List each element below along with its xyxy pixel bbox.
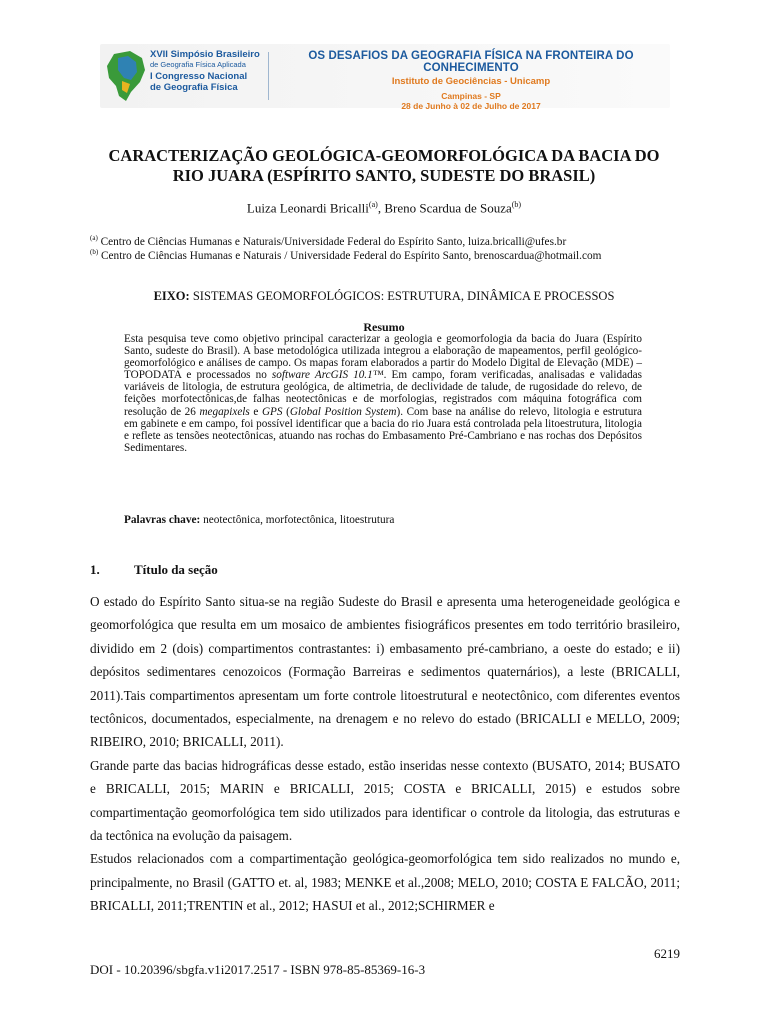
keywords (124, 514, 642, 526)
abstract-software: software ArcGIS 10.1™ (271, 369, 384, 382)
paragraph-2: Grande parte das bacias hidrográficas desse estado, estão inseridas nesse contexto (BUSATO, 2014; BUSATO e BRICALLI, 2015; MARIN e BRICALLI, 2015; COSTA e BRICALLI, 2015) e estudos sobre compartimentação geomorfológica tem sido utilizados para identificar o controle da litologia, das estruturas e da tectônica na evolução da paisagem. (90, 757, 680, 844)
doi-footer: DOI - 10.20396/sbgfa.v1i2017.2517 - ISBN 978-85-85369-16-3 (90, 962, 426, 977)
paper-title (80, 146, 688, 186)
author-2-mark: (b) (511, 200, 522, 209)
keywords-label: Palavras chave: (124, 514, 201, 526)
abstract-part-e: e (249, 405, 262, 418)
abstract-gps-expansion: Global Position System (289, 405, 397, 418)
eixo-line (80, 289, 688, 304)
event-banner (100, 44, 670, 111)
abstract-part-i: ). Com base na análise do relevo, litologia e estrutura em gabinete e em campo, foi possível identificar que a bacia do rio Juara está controlada pela litoestrutura, litologia e reflete as tensões neotectônicas, atuando nas rochas do Embasamento Pré-Cambriano e nas rochas dos Depósitos Sedimentares. (124, 405, 643, 454)
event-institute: Instituto de Geociências - Unicamp (391, 76, 551, 87)
abstract-gps: GPS (261, 405, 283, 418)
abstract-heading: Resumo (363, 320, 405, 334)
page-number: 6219 (654, 946, 680, 961)
author-1: Luiza Leonardi Bricalli (246, 200, 369, 216)
paper-title-line-2: RIO JUARA (ESPÍRITO SANTO, SUDESTE DO BRASIL) (172, 166, 596, 185)
event-theme (276, 50, 666, 111)
abstract-megapixels: megapixels (199, 405, 250, 418)
banner-divider (268, 52, 269, 100)
event-line-4: de Geografia Física (150, 82, 238, 93)
section-heading (90, 562, 218, 578)
author-separator: , (377, 200, 385, 216)
event-theme-title: OS DESAFIOS DA GEOGRAFIA FÍSICA NA FRONTEIRA DO CONHECIMENTO (308, 50, 634, 74)
affiliation-b-mark: (b) (90, 248, 99, 256)
event-line-3: I Congresso Nacional (150, 71, 248, 82)
affiliation-b-text: Centro de Ciências Humanas e Naturais / Universidade Federal do Espírito Santo, brenoscardua@hotmail.com (98, 249, 602, 262)
event-location: Campinas - SP (441, 91, 501, 101)
event-dates: 28 de Junho à 02 de Julho de 2017 (401, 101, 541, 111)
section-number: 1. (90, 562, 100, 577)
keywords-value: neotectônica, morfotectônica, litoestrutura (200, 514, 395, 526)
eixo-value: SISTEMAS GEOMORFOLÓGICOS: ESTRUTURA, DINÂMICA E PROCESSOS (189, 289, 615, 303)
event-name (150, 49, 280, 93)
section-title: Título da seção (134, 562, 218, 577)
abstract-part-c: . Em campo, foram verificadas, analisadas e validadas variáveis de litologia, de estrutura geológica, de altimetria, de declividade de talude, de rugosidade do relevo, de feições morfotectônicas,de falhas neotectônicas e de morfologias, registrados com máquina fotográfica com resolução de 26 (124, 369, 642, 418)
body-text (90, 590, 680, 918)
author-1-mark: (a) (368, 200, 378, 209)
paragraph-1: O estado do Espírito Santo situa-se na região Sudeste do Brasil e apresenta uma heterogeneidade geológica e geomorfológica que resulta em um mosaico de ambientes fisiográficos presentes em todo território brasileiro, dividido em 2 (dois) compartimentos contrastantes: i) embasamento pré-cambriano, a oeste do estado; e ii) depósitos sedimentares cenozoicos (Formação Barreiras e sedimentos quaternários), a leste (BRICALLI, 2011).Tais compartimentos apresentam um forte controle litoestrutural e neotectônico, com diferentes eventos tectônicos, documentados, especialmente, na drenagem e no relevo do estado (BRICALLI e MELLO, 2009; RIBEIRO, 2010; BRICALLI, 2011). (90, 594, 680, 750)
event-line-1: XVII Simpósio Brasileiro (150, 49, 260, 60)
paragraph-3: Estudos relacionados com a compartimentação geológica-geomorfológica tem sido realizados no mundo e, principalmente, no Brasil (GATTO et. al, 1983; MENKE et al.,2008; MELO, 2010; COSTA E FALCÃO, 2011; BRICALLI, 2011;TRENTIN et al., 2012; HASUI et al., 2012;SCHIRMER e (90, 851, 680, 914)
author-2: Breno Scardua de Souza (384, 200, 512, 216)
abstract-part-g: ( (282, 405, 290, 418)
affiliation-a-text: Centro de Ciências Humanas e Naturais/Universidade Federal do Espírito Santo, luiza.bricalli@ufes.br (97, 235, 567, 248)
affiliation-a-mark: (a) (90, 234, 98, 242)
abstract-part-a: Esta pesquisa teve como objetivo principal caracterizar a geologia e geomorfologia da bacia do Juara (Espírito Santo, sudeste do Brasil). A base metodológica utilizada integrou a elaboração de mapeamentos, perfil geológico-geomorfológico e análises de campo. Os mapas foram elaborados a partir do Modelo Digital de Elevação (MDE) – TOPODATA e processados no (124, 333, 642, 382)
affiliation-a (90, 234, 690, 248)
abstract-text (124, 333, 642, 454)
event-line-2: de Geografia Física Aplicada (150, 60, 246, 69)
authors (80, 200, 688, 216)
eixo-label: EIXO: (153, 289, 190, 303)
paper-title-line-1: CARACTERIZAÇÃO GEOLÓGICA-GEOMORFOLÓGICA DA BACIA DO (108, 146, 660, 165)
brazil-map-icon (104, 48, 148, 104)
affiliation-b (90, 248, 690, 262)
